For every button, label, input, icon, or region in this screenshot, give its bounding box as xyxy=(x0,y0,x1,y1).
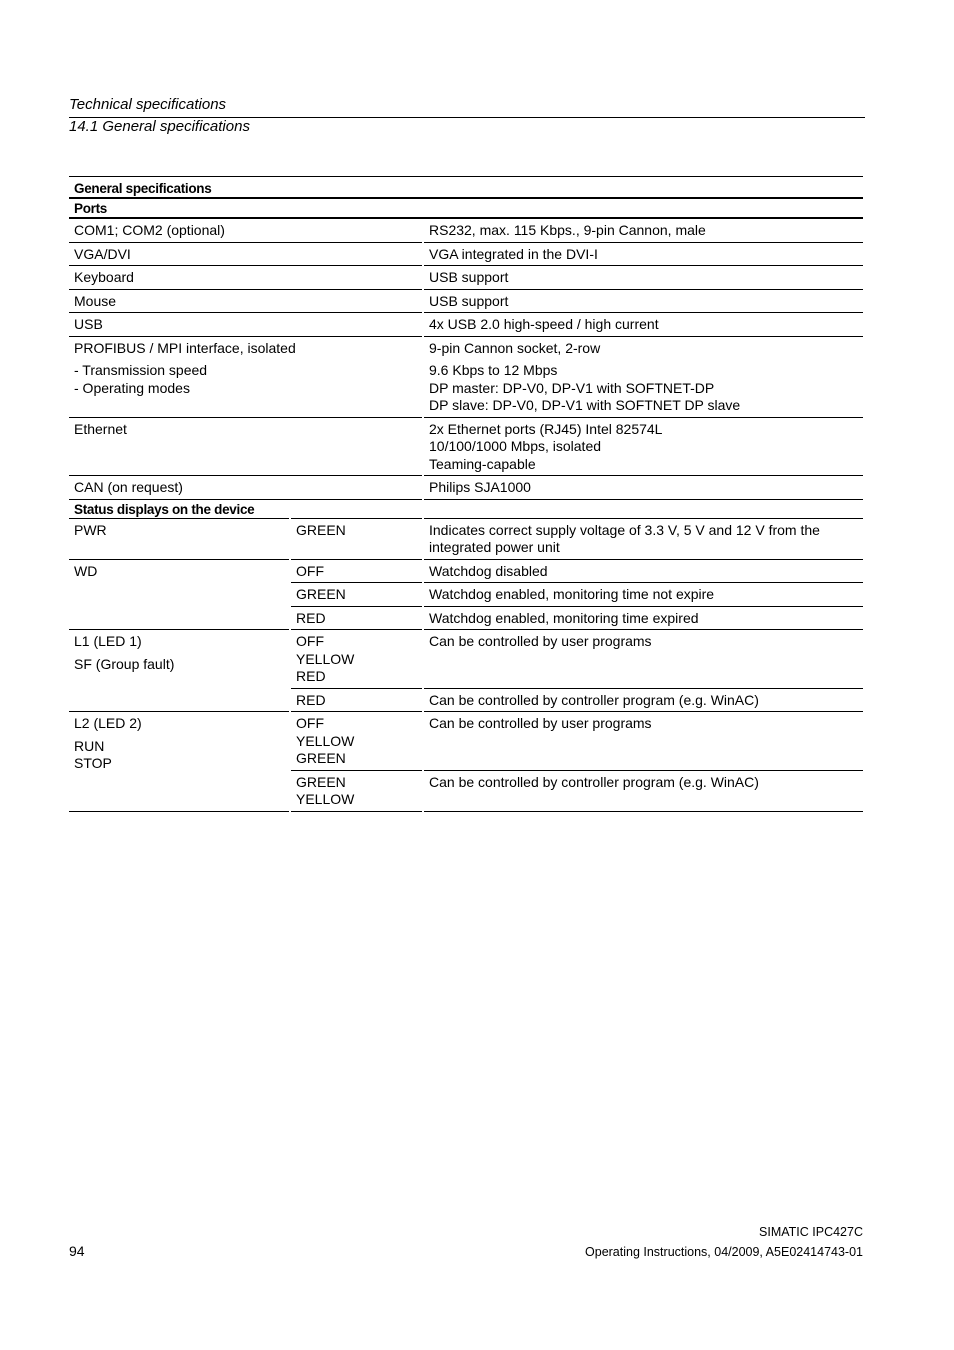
spec-value xyxy=(423,417,863,476)
led-description: Watchdog disabled xyxy=(423,559,863,583)
spec-name: Keyboard xyxy=(69,266,423,290)
spec-value: RS232, max. 115 Kbps., 9-pin Cannon, male xyxy=(423,218,863,242)
ethernet-value-1: 2x Ethernet ports (RJ45) Intel 82574L xyxy=(429,420,663,437)
l1-name: L1 (LED 1) xyxy=(74,633,142,649)
led-color: GREEN xyxy=(290,518,423,559)
group-heading-status: Status displays on the device xyxy=(69,499,863,518)
table-row xyxy=(69,218,863,242)
spec-name: VGA/DVI xyxy=(69,242,423,266)
general-specifications-table xyxy=(69,176,863,812)
table-title-row xyxy=(69,177,863,199)
pwr-desc-line-1: Indicates correct supply voltage of 3.3 V, 5 V and 12 V from the xyxy=(429,521,820,538)
led-description: Can be controlled by user programs xyxy=(423,712,863,771)
led-name xyxy=(69,630,290,712)
led-description xyxy=(423,518,863,559)
section-heading: 14.1 General specifications xyxy=(69,118,250,135)
profibus-name: PROFIBUS / MPI interface, isolated xyxy=(74,339,296,356)
l2-sub-run: RUN xyxy=(74,737,105,754)
led-description: Can be controlled by user programs xyxy=(423,630,863,689)
profibus-value: 9-pin Cannon socket, 2-row xyxy=(429,339,601,356)
table-title: General specifications xyxy=(69,177,863,199)
ethernet-value-3: Teaming-capable xyxy=(429,455,536,472)
table-row-can xyxy=(69,476,863,500)
led-color: GREEN xyxy=(290,583,423,607)
spec-value: VGA integrated in the DVI-I xyxy=(423,242,863,266)
spec-value xyxy=(423,336,863,417)
l1-color-3: RED xyxy=(296,668,326,684)
table-row xyxy=(69,242,863,266)
led-color xyxy=(290,712,423,771)
l2-name: L2 (LED 2) xyxy=(74,715,142,731)
product-name: SIMATIC IPC427C xyxy=(759,1225,863,1239)
table-row-l1 xyxy=(69,630,863,689)
led-name: WD xyxy=(69,559,290,630)
led-description: Watchdog enabled, monitoring time expired xyxy=(423,606,863,630)
spec-name: COM1; COM2 (optional) xyxy=(69,218,423,242)
spec-value: USB support xyxy=(423,266,863,290)
l2-sub-stop: STOP xyxy=(74,755,112,771)
spec-name xyxy=(69,336,423,417)
group-row-status xyxy=(69,499,863,518)
spec-value: Philips SJA1000 xyxy=(423,476,863,500)
profibus-master-value: DP master: DP-V0, DP-V1 with SOFTNET-DP xyxy=(429,379,715,396)
ethernet-value-2: 10/100/1000 Mbps, isolated xyxy=(429,438,602,454)
l1-color-1: OFF xyxy=(296,633,324,649)
spec-name: USB xyxy=(69,313,423,337)
l2-row2-color-1: GREEN xyxy=(296,773,346,790)
l2-color-1: OFF xyxy=(296,715,324,731)
profibus-slave-value: DP slave: DP-V0, DP-V1 with SOFTNET DP slave xyxy=(429,397,741,413)
document-reference: Operating Instructions, 04/2009, A5E02414743-01 xyxy=(585,1245,863,1259)
table-row-ethernet xyxy=(69,417,863,476)
spec-name: Mouse xyxy=(69,289,423,313)
table-row-pwr xyxy=(69,518,863,559)
led-color: RED xyxy=(290,688,423,712)
led-description: Can be controlled by controller program (e.g. WinAC) xyxy=(423,688,863,712)
table-row xyxy=(69,289,863,313)
l2-color-2: YELLOW xyxy=(296,732,355,749)
led-color xyxy=(290,770,423,811)
page-number: 94 xyxy=(69,1243,85,1259)
led-name xyxy=(69,712,290,812)
group-row-ports xyxy=(69,198,863,218)
spec-value: 4x USB 2.0 high-speed / high current xyxy=(423,313,863,337)
led-description: Can be controlled by controller program (e.g. WinAC) xyxy=(423,770,863,811)
spec-name: CAN (on request) xyxy=(69,476,423,500)
table-row xyxy=(69,313,863,337)
l2-color-3: GREEN xyxy=(296,750,346,766)
table-row-wd xyxy=(69,559,863,583)
profibus-sub-modes: - Operating modes xyxy=(74,379,190,396)
profibus-sub-speed: - Transmission speed xyxy=(74,362,208,378)
profibus-speed-value: 9.6 Kbps to 12 Mbps xyxy=(429,362,558,378)
led-color: RED xyxy=(290,606,423,630)
led-name: PWR xyxy=(69,518,290,559)
l1-color-2: YELLOW xyxy=(296,650,355,667)
led-color: OFF xyxy=(290,559,423,583)
l2-row2-color-2: YELLOW xyxy=(296,791,355,807)
table-row-l2 xyxy=(69,712,863,771)
spec-name: Ethernet xyxy=(69,417,423,476)
spec-value: USB support xyxy=(423,289,863,313)
led-description: Watchdog enabled, monitoring time not expire xyxy=(423,583,863,607)
l1-sub: SF (Group fault) xyxy=(74,655,175,672)
pwr-desc-line-2: integrated power unit xyxy=(429,539,560,555)
table-row xyxy=(69,266,863,290)
group-heading-ports: Ports xyxy=(69,198,863,218)
table-row-profibus xyxy=(69,336,863,417)
led-color xyxy=(290,630,423,689)
chapter-heading: Technical specifications xyxy=(69,96,227,113)
